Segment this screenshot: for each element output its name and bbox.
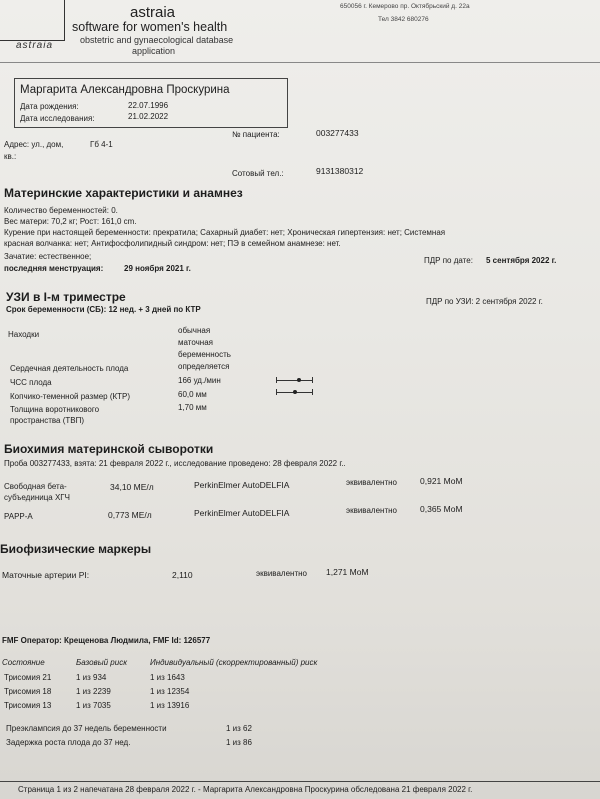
uzi-row-label-4: пространства (ТВП)	[10, 416, 85, 425]
risk-factors-line2: красная волчанка: нет; Антифосфолипидный синдром: нет; ПЭ в семейном анамнезе: нет.	[4, 239, 341, 248]
hr-value-marker	[297, 378, 301, 382]
subtitle-line1: obstetric and gynaecological database	[80, 35, 234, 45]
uzi-row-label-3: Толщина воротникового	[10, 405, 100, 414]
gestational-age: Срок беременности (СБ): 12 нед. + 3 дней по КТР	[6, 305, 201, 314]
weight-height-line: Вес матери: 70,2 кг; Рост: 161,0 cm.	[4, 217, 137, 226]
exam-date-value: 21.02.2022	[128, 112, 169, 121]
hr-range-tick-right	[312, 377, 313, 383]
extra-risk-0-label: Преэклампсия до 37 недель беременности	[6, 724, 167, 733]
bio-row-1-eq-value: 0,365 MoM	[420, 504, 463, 514]
risk-row-2-base: 1 из 7035	[76, 701, 111, 710]
risk-row-2-individual: 1 из 13916	[150, 701, 190, 710]
footer-text: Страница 1 из 2 напечатана 28 февраля 2022 г. - Маргарита Александровна Проскурина обследована 21 февраля 2022 г.	[18, 785, 473, 794]
uzi-row-label-2: Копчико-теменной размер (КТР)	[10, 392, 131, 401]
uzi-row-label-0: Сердечная деятельность плода	[10, 364, 129, 373]
edd-ultrasound: ПДР по УЗИ: 2 сентября 2022 г.	[426, 297, 543, 306]
uzi-row-value-0: определяется	[178, 362, 230, 371]
uzi-row-value-2: 60,0 мм	[178, 390, 207, 399]
col-header-state: Состояние	[2, 658, 45, 667]
logo-wordmark: astraia	[16, 40, 54, 51]
findings-value-2: маточная	[178, 338, 213, 347]
bio-row-0-value: 34,10 МЕ/л	[110, 482, 154, 492]
lmp-label: последняя менструация:	[4, 264, 104, 273]
col-header-base-risk: Базовый риск	[76, 658, 127, 667]
uzi-row-value-3: 1,70 мм	[178, 403, 207, 412]
ultrasound-section-title: УЗИ в I-м триместре	[6, 290, 126, 304]
bio-row-0-eq-value: 0,921 MoM	[420, 476, 463, 486]
brand-name: astraia	[130, 4, 176, 21]
conception-line: Зачатие: естественное;	[4, 252, 92, 261]
bio-row-1-eq-label: эквивалентно	[346, 506, 397, 515]
clinic-phone: Тел 3842 680276	[378, 16, 429, 23]
findings-label: Находки	[8, 330, 40, 339]
patient-id-value: 003277433	[316, 128, 359, 138]
maternal-section-title: Материнские характеристики и анамнез	[4, 186, 243, 200]
uterine-artery-eq-label: эквивалентно	[256, 569, 307, 578]
bio-row-0-label1: Свободная бета-	[4, 482, 67, 491]
edd-date-value: 5 сентября 2022 г.	[486, 256, 557, 265]
risk-factors-line1: Курение при настоящей беременности: прекратила; Сахарный диабет: нет; Хроническая гипертензия: нет; Системная	[4, 228, 446, 237]
crl-value-marker	[293, 390, 297, 394]
findings-value-1: обычная	[178, 326, 211, 335]
col-header-individual-risk: Индивидуальный (скорректированный) риск	[150, 658, 318, 667]
uzi-row-value-1: 166 уд./мин	[178, 376, 221, 385]
bio-row-0-eq-label: эквивалентно	[346, 478, 397, 487]
risk-row-1-state: Трисомия 18	[4, 687, 52, 696]
dob-label: Дата рождения:	[20, 102, 79, 111]
tagline: software for women's health	[72, 20, 228, 34]
risk-row-1-base: 1 из 2239	[76, 687, 111, 696]
phone-label: Сотовый тел.:	[232, 169, 284, 178]
hr-range-tick-left	[276, 377, 277, 383]
risk-row-2-state: Трисомия 13	[4, 701, 52, 710]
uterine-artery-eq-value: 1,271 MoM	[326, 567, 369, 577]
phone-value: 9131380312	[316, 166, 364, 176]
footer-divider	[0, 781, 600, 782]
extra-risk-1-value: 1 из 86	[226, 738, 252, 747]
exam-date-label: Дата исследования:	[20, 114, 95, 123]
risk-row-0-individual: 1 из 1643	[150, 673, 185, 682]
extra-risk-1-label: Задержка роста плода до 37 нед.	[6, 738, 131, 747]
header-divider	[0, 62, 600, 63]
bio-row-1-device: PerkinElmer AutoDELFIA	[194, 508, 290, 518]
uterine-artery-value: 2,110	[172, 570, 193, 580]
risk-row-0-base: 1 из 934	[76, 673, 107, 682]
address-value: Гб 4-1	[90, 140, 113, 149]
bio-row-1-label1: PAPP-A	[4, 512, 33, 521]
apartment-label: кв.:	[4, 152, 17, 161]
pregnancies-line: Количество беременностей: 0.	[4, 206, 118, 215]
sample-info: Проба 003277433, взята: 21 февраля 2022 г., исследование проведено: 28 февраля 2022 г..	[4, 459, 346, 468]
patient-name: Маргарита Александровна Проскурина	[20, 84, 230, 96]
logo-frame	[0, 0, 65, 41]
risk-row-1-individual: 1 из 12354	[150, 687, 190, 696]
extra-risk-0-value: 1 из 62	[226, 724, 252, 733]
patient-id-label: № пациента:	[232, 130, 280, 139]
uterine-artery-label: Маточные артерии PI:	[2, 570, 90, 580]
edd-date-label: ПДР по дате:	[424, 256, 473, 265]
biochemistry-section-title: Биохимия материнской сыворотки	[4, 442, 214, 456]
risk-row-0-state: Трисомия 21	[4, 673, 52, 682]
hr-range-line	[276, 380, 312, 381]
crl-range-tick-left	[276, 389, 277, 395]
crl-range-tick-right	[312, 389, 313, 395]
clinic-address: 650056 г. Кемерово пр. Октябрьский д. 22а	[340, 3, 470, 10]
dob-value: 22.07.1996	[128, 101, 169, 110]
findings-value-3: беременность	[178, 350, 231, 359]
subtitle-line2: application	[132, 46, 176, 56]
address-label: Адрес: ул., дом,	[4, 140, 64, 149]
bio-row-1-value: 0,773 МЕ/л	[108, 510, 152, 520]
lmp-value: 29 ноября 2021 г.	[124, 264, 191, 273]
fmf-operator: FMF Оператор: Крещенова Людмила, FMF Id: 126577	[2, 636, 211, 645]
bio-row-0-device: PerkinElmer AutoDELFIA	[194, 480, 290, 490]
bio-row-0-label2: субъединица ХГЧ	[4, 493, 70, 502]
biophysical-section-title: Биофизические маркеры	[0, 542, 152, 556]
uzi-row-label-1: ЧСС плода	[10, 378, 52, 387]
